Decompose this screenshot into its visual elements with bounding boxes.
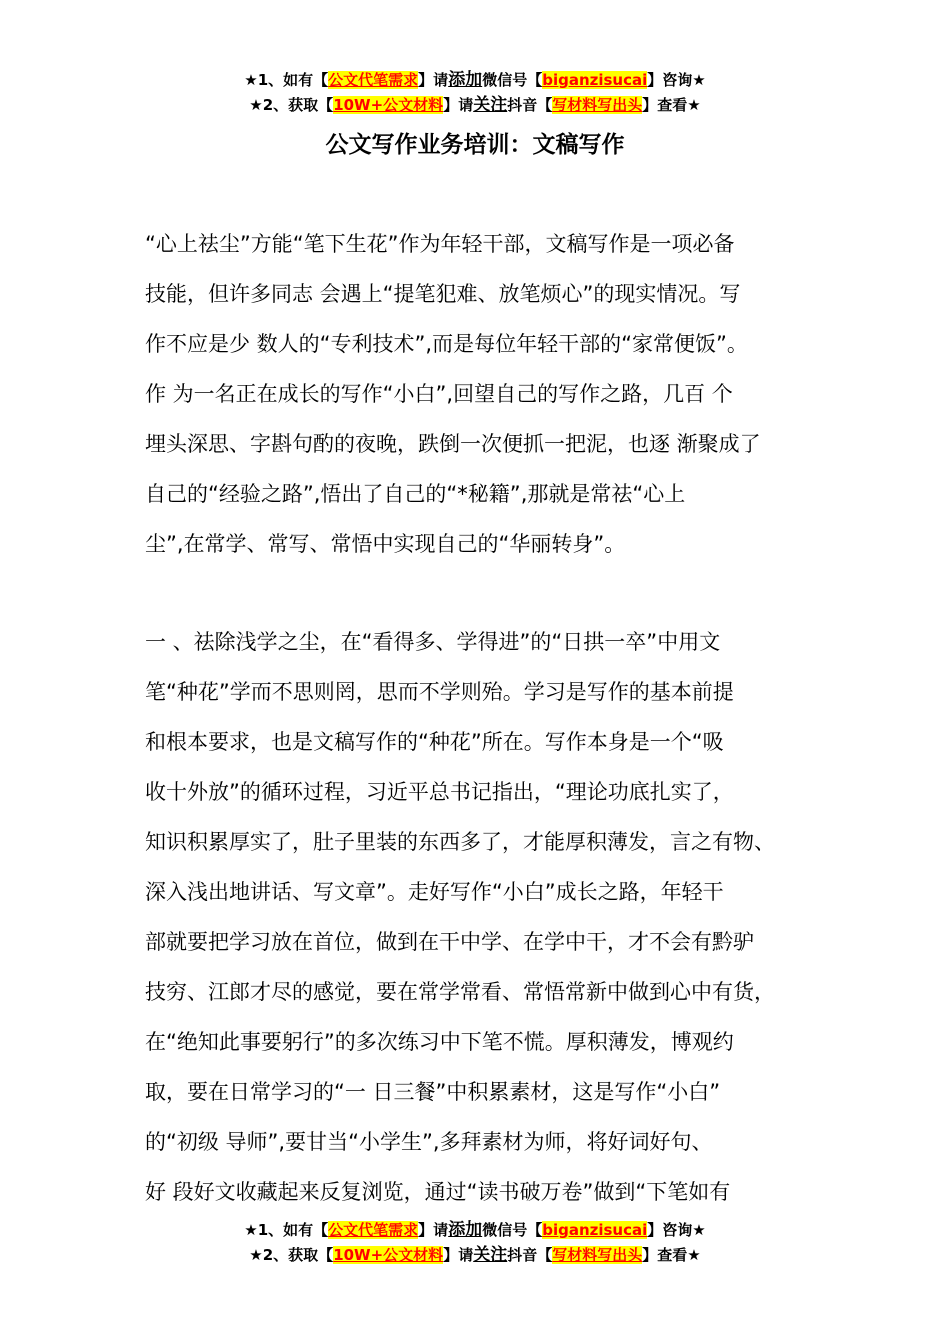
document-title: 公文写作业务培训：文稿写作 bbox=[325, 132, 625, 158]
promo-text: 】查看★ bbox=[642, 96, 701, 114]
promo-emphasis: 关注 bbox=[473, 1245, 508, 1265]
promo-highlight: 公文代笔需求 bbox=[328, 1221, 419, 1239]
promo-text: ★2、获取【 bbox=[249, 1246, 334, 1264]
paragraph-line: 在“绝知此事要躬行”的多次练习中下笔不慌。厚积薄发，博观约 bbox=[145, 1030, 734, 1054]
promo-highlight: 写材料写出头 bbox=[552, 1246, 643, 1264]
promo-text: 】请 bbox=[443, 1246, 474, 1264]
promo-highlight: biganzisucai bbox=[542, 71, 648, 89]
promo-emphasis: 关注 bbox=[473, 95, 508, 115]
promo-line-2 bbox=[0, 1243, 950, 1268]
paragraph-intro bbox=[145, 219, 845, 569]
promo-text: 】请 bbox=[418, 1221, 449, 1239]
paragraph-line: 和根本要求，也是文稿写作的“种花”所在。写作本身是一个“吸 bbox=[145, 730, 724, 754]
promo-text: ★1、如有【 bbox=[244, 71, 329, 89]
promo-emphasis: 添加 bbox=[448, 70, 483, 90]
paragraph-line: “心上祛尘”方能“笔下生花”作为年轻干部，文稿写作是一项必备 bbox=[145, 232, 735, 256]
paragraph-line: 埋头深思、字斟句酌的夜晚，跌倒一次便抓一把泥，也逐 渐聚成了 bbox=[145, 432, 761, 456]
promo-highlight: 10W+公文材料 bbox=[333, 1246, 444, 1264]
paragraph-line: 深入浅出地讲话、写文章”。走好写作“小白”成长之路，年轻干 bbox=[145, 880, 724, 904]
paragraph-line: 技能，但许多同志 会遇上“提笔犯难、放笔烦心”的现实情况。写 bbox=[145, 282, 741, 306]
promo-text: ★1、如有【 bbox=[244, 1221, 329, 1239]
paragraph-line: 知识积累厚实了，肚子里装的东西多了，才能厚积薄发，言之有物、 bbox=[145, 830, 775, 854]
promo-line-2 bbox=[0, 93, 950, 118]
promo-text: 抖音【 bbox=[507, 1246, 553, 1264]
paragraph-line: 笔“种花”学而不思则罔，思而不学则殆。学习是写作的基本前提 bbox=[145, 680, 734, 704]
paragraph-line: 作 为一名正在成长的写作“小白”,回望自己的写作之路，几百 个 bbox=[145, 382, 733, 406]
promo-line-1 bbox=[0, 1218, 950, 1243]
paragraph-line: 收十外放”的循环过程，习近平总书记指出，“理论功底扎实了， bbox=[145, 780, 734, 804]
paragraph-line: 自己的“经验之路”,悟出了自己的“*秘籍”,那就是常祛“心上 bbox=[145, 482, 686, 506]
promo-text: 】咨询★ bbox=[647, 1221, 706, 1239]
promo-text: 】请 bbox=[443, 96, 474, 114]
promo-line-1 bbox=[0, 68, 950, 93]
promo-text: 】请 bbox=[418, 71, 449, 89]
paragraph-section-one bbox=[145, 617, 845, 1217]
paragraph-line: 取，要在日常学习的“一 日三餐”中积累素材，这是写作“小白” bbox=[145, 1080, 721, 1104]
paragraph-line: 技穷、江郎才尽的感觉，要在常学常看、常悟常新中做到心中有货， bbox=[145, 980, 775, 1004]
promo-emphasis: 添加 bbox=[448, 1220, 483, 1240]
promo-highlight: 写材料写出头 bbox=[552, 96, 643, 114]
paragraph-line: 作不应是少 数人的“专利技术”,而是每位年轻干部的“家常便饭”。 bbox=[145, 332, 748, 356]
promo-highlight: biganzisucai bbox=[542, 1221, 648, 1239]
promo-text: ★2、获取【 bbox=[249, 96, 334, 114]
promo-text: 微信号【 bbox=[482, 1221, 543, 1239]
paragraph-line: 部就要把学习放在首位，做到在干中学、在学中干，才不会有黔驴 bbox=[145, 930, 754, 954]
promo-text: 微信号【 bbox=[482, 71, 543, 89]
promo-text: 】查看★ bbox=[642, 1246, 701, 1264]
paragraph-line: 一 、祛除浅学之尘，在“看得多、学得进”的“日拱一卒”中用文 bbox=[145, 630, 721, 654]
promo-highlight: 公文代笔需求 bbox=[328, 71, 419, 89]
promo-highlight: 10W+公文材料 bbox=[333, 96, 444, 114]
paragraph-line: 的“初级 导师”,要甘当“小学生”,多拜素材为师，将好词好句、 bbox=[145, 1130, 713, 1154]
promo-text: 】咨询★ bbox=[647, 71, 706, 89]
paragraph-line: 好 段好文收藏起来反复浏览，通过“读书破万卷”做到“下笔如有 bbox=[145, 1180, 731, 1204]
paragraph-line: 尘”,在常学、常写、常悟中实现自己的“华丽转身”。 bbox=[145, 532, 626, 556]
promo-banner-top bbox=[0, 68, 950, 118]
promo-text: 抖音【 bbox=[507, 96, 553, 114]
promo-banner-bottom bbox=[0, 1218, 950, 1268]
